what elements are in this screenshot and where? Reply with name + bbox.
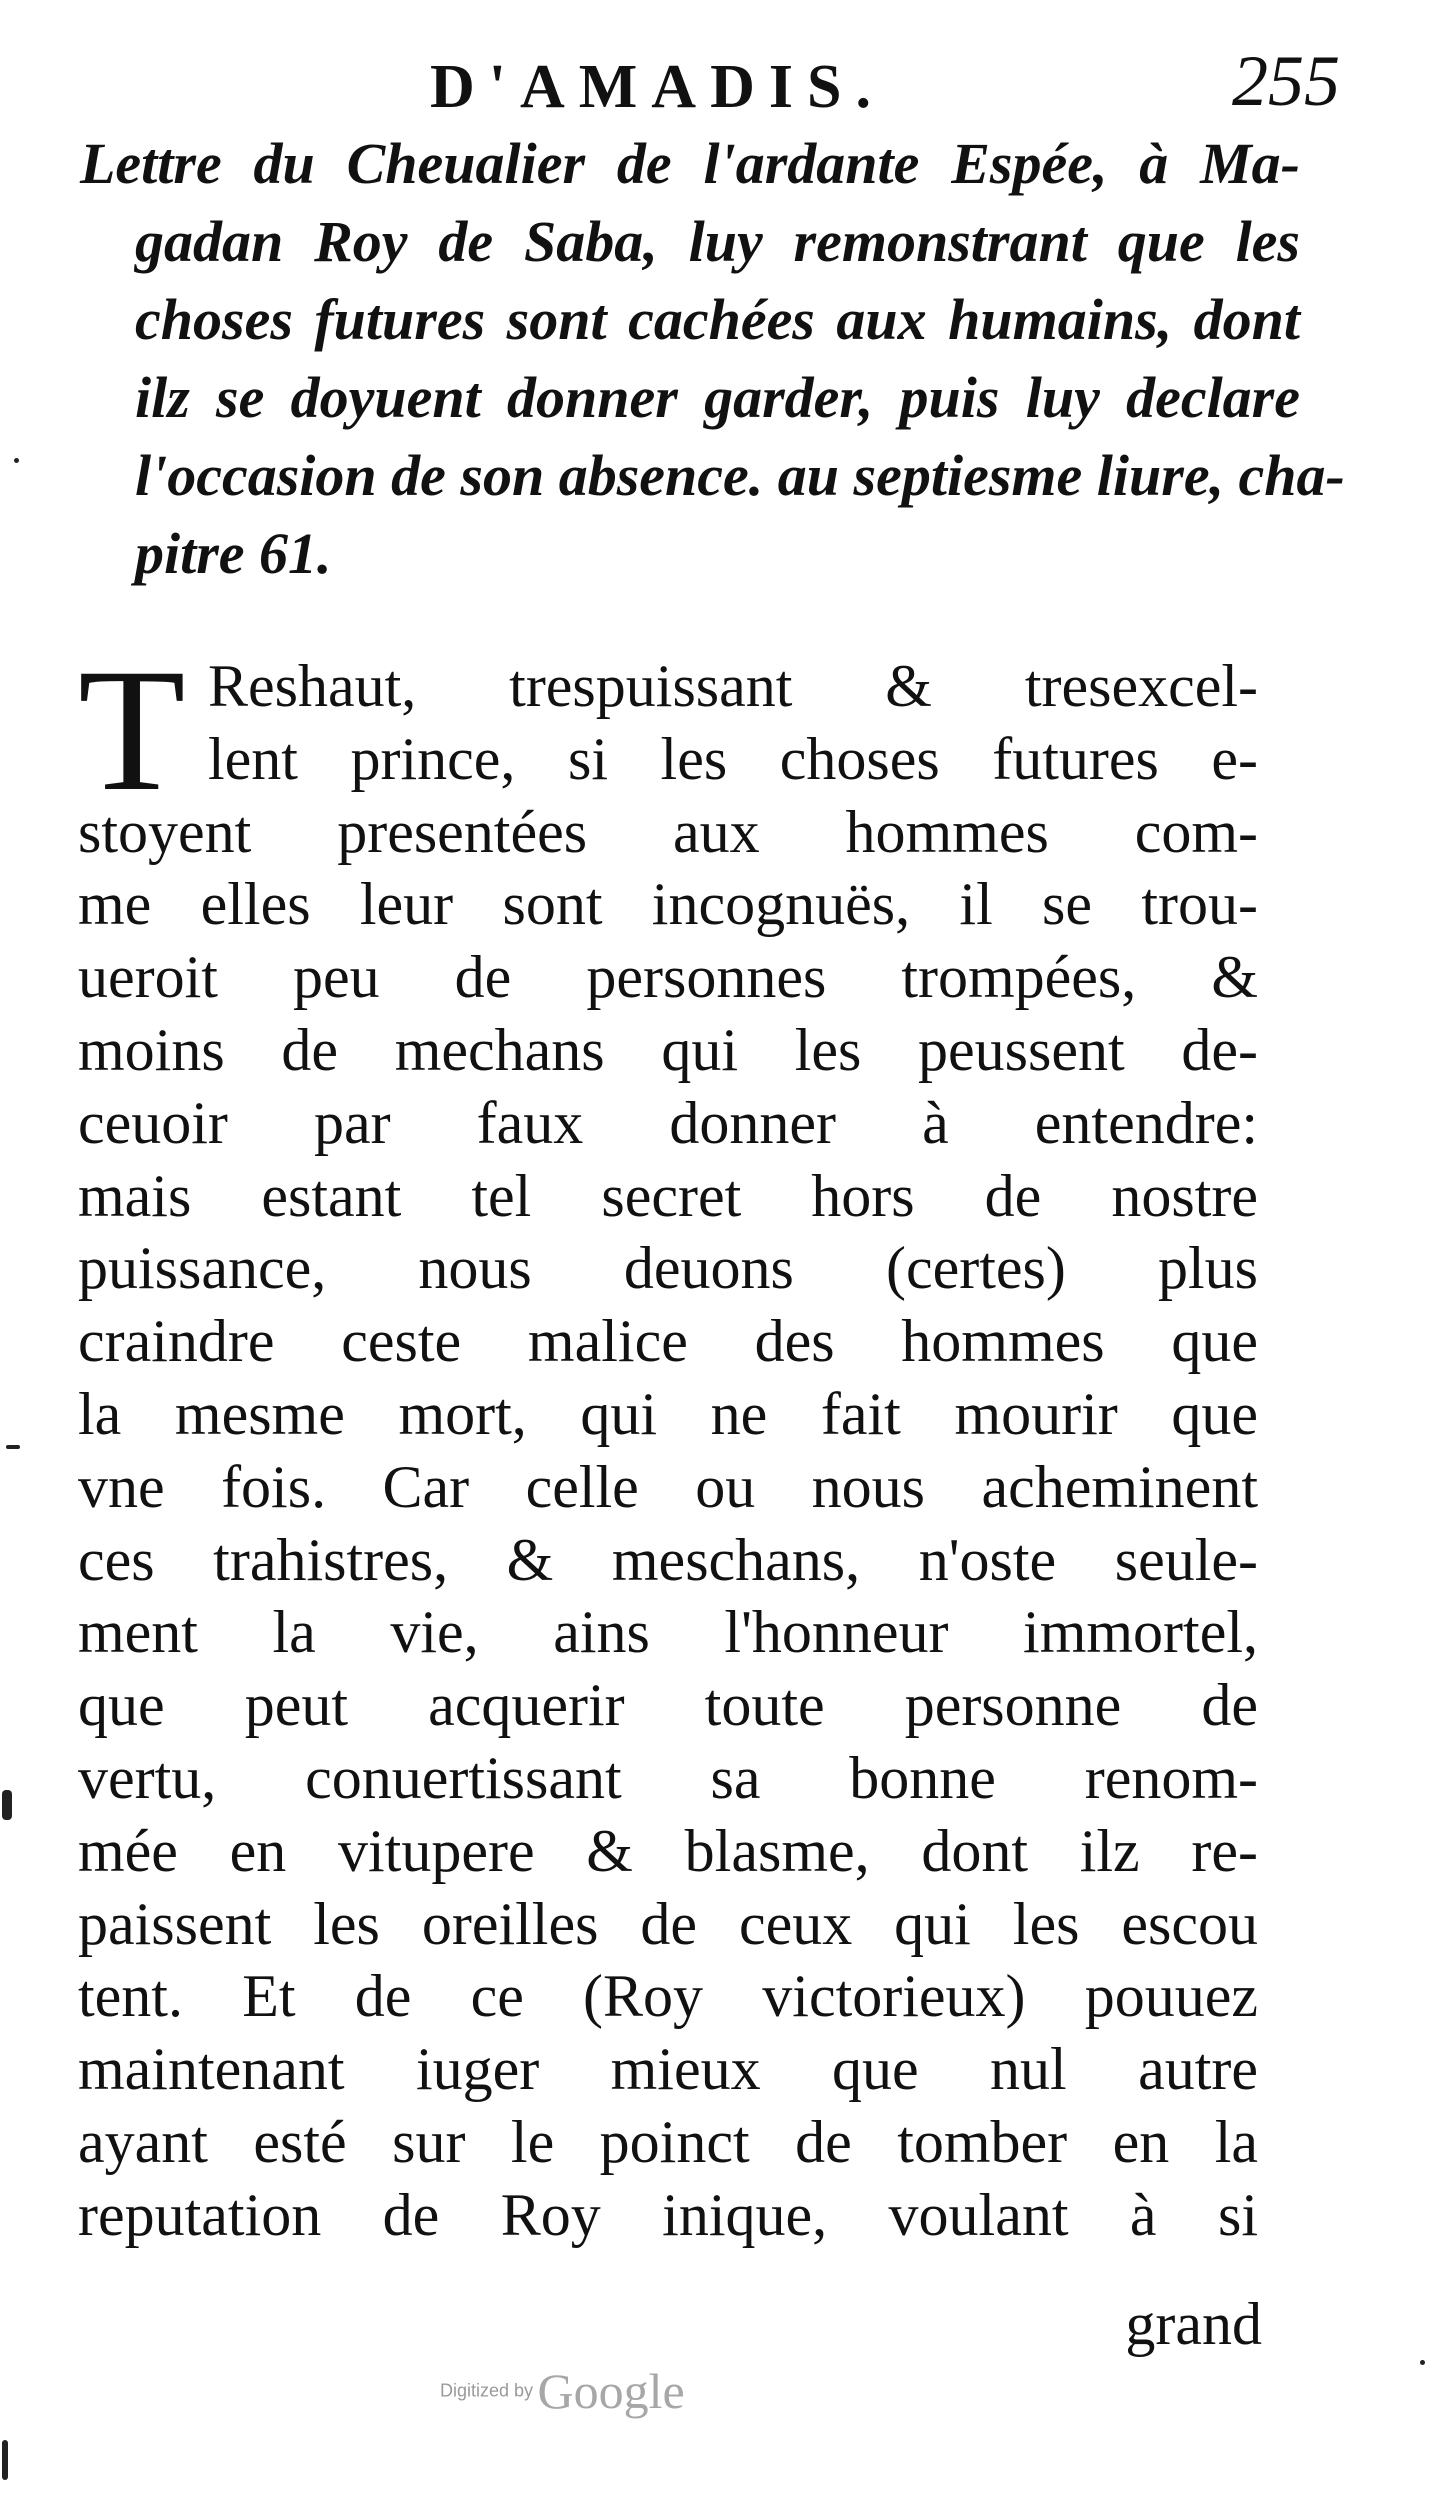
drop-cap: T	[78, 633, 186, 828]
digitized-watermark	[440, 2362, 685, 2420]
body-line: ceuoir par faux donner à entendre:	[78, 1089, 1258, 1156]
body-line: ayant esté sur le poinct de tomber en la	[78, 2108, 1258, 2175]
body-line: mais estant tel secret hors de nostre	[78, 1162, 1258, 1229]
body-line: craindre ceste malice des hommes que	[78, 1308, 1258, 1375]
heading-line: ilz se doyuent donner garder, puis luy declare	[135, 365, 1300, 430]
body-line: vne fois. Car celle ou nous acheminent	[78, 1453, 1258, 1520]
google-logo: Google	[537, 2363, 685, 2419]
body-line: paissent les oreilles de ceux qui les escou	[78, 1890, 1258, 1957]
body-line: reputation de Roy inique, voulant à si	[78, 2181, 1258, 2248]
running-head	[60, 40, 1380, 130]
body-line: vertu, conuertissant sa bonne renom-	[78, 1744, 1258, 1811]
body-line: stoyent presentées aux hommes com-	[78, 798, 1258, 865]
ink-speck	[2, 2440, 8, 2480]
running-title: D'AMADIS.	[430, 53, 885, 121]
body-line: Reshaut, trespuissant & tresexcel-	[208, 653, 1258, 719]
body-line: ment la vie, ains l'honneur immortel,	[78, 1599, 1258, 1666]
ink-speck	[14, 458, 19, 463]
heading-line: gadan Roy de Saba, luy remonstrant que les	[135, 209, 1300, 274]
body-line: lent prince, si les choses futures e-	[208, 725, 1258, 792]
heading-line: l'occasion de son absence. au septiesme liure, cha-	[135, 443, 1345, 508]
heading-line: Lettre du Cheualier de l'ardante Espée, à Ma-	[80, 131, 1300, 196]
ink-speck	[6, 1445, 20, 1449]
body-line: ces trahistres, & meschans, n'oste seule-	[78, 1526, 1258, 1593]
letter-body	[78, 633, 1258, 2252]
body-line: tent. Et de ce (Roy victorieux) pouuez	[78, 1963, 1258, 2030]
ink-speck	[2, 1790, 12, 1820]
body-line: ueroit peu de personnes trompées, &	[78, 944, 1258, 1011]
body-line: mée en vitupere & blasme, dont ilz re-	[78, 1817, 1258, 1884]
body-line: que peut acquerir toute personne de	[78, 1672, 1258, 1739]
heading-line: choses futures sont cachées aux humains, dont	[135, 287, 1300, 352]
body-line: me elles leur sont incognuës, il se trou-	[78, 871, 1258, 938]
body-line: la mesme mort, qui ne fait mourir que	[78, 1380, 1258, 1447]
heading-line: pitre 61.	[135, 521, 332, 586]
digitized-prefix: Digitized by	[440, 2380, 534, 2401]
chapter-heading	[80, 125, 1345, 593]
body-line: moins de mechans qui les peussent de-	[78, 1016, 1258, 1083]
catchword: grand	[1125, 2291, 1262, 2357]
body-line: maintenant iuger mieux que nul autre	[78, 2036, 1258, 2103]
body-line: puissance, nous deuons (certes) plus	[78, 1235, 1258, 1302]
ink-speck	[1420, 2360, 1425, 2365]
page-number: 255	[1232, 41, 1340, 121]
